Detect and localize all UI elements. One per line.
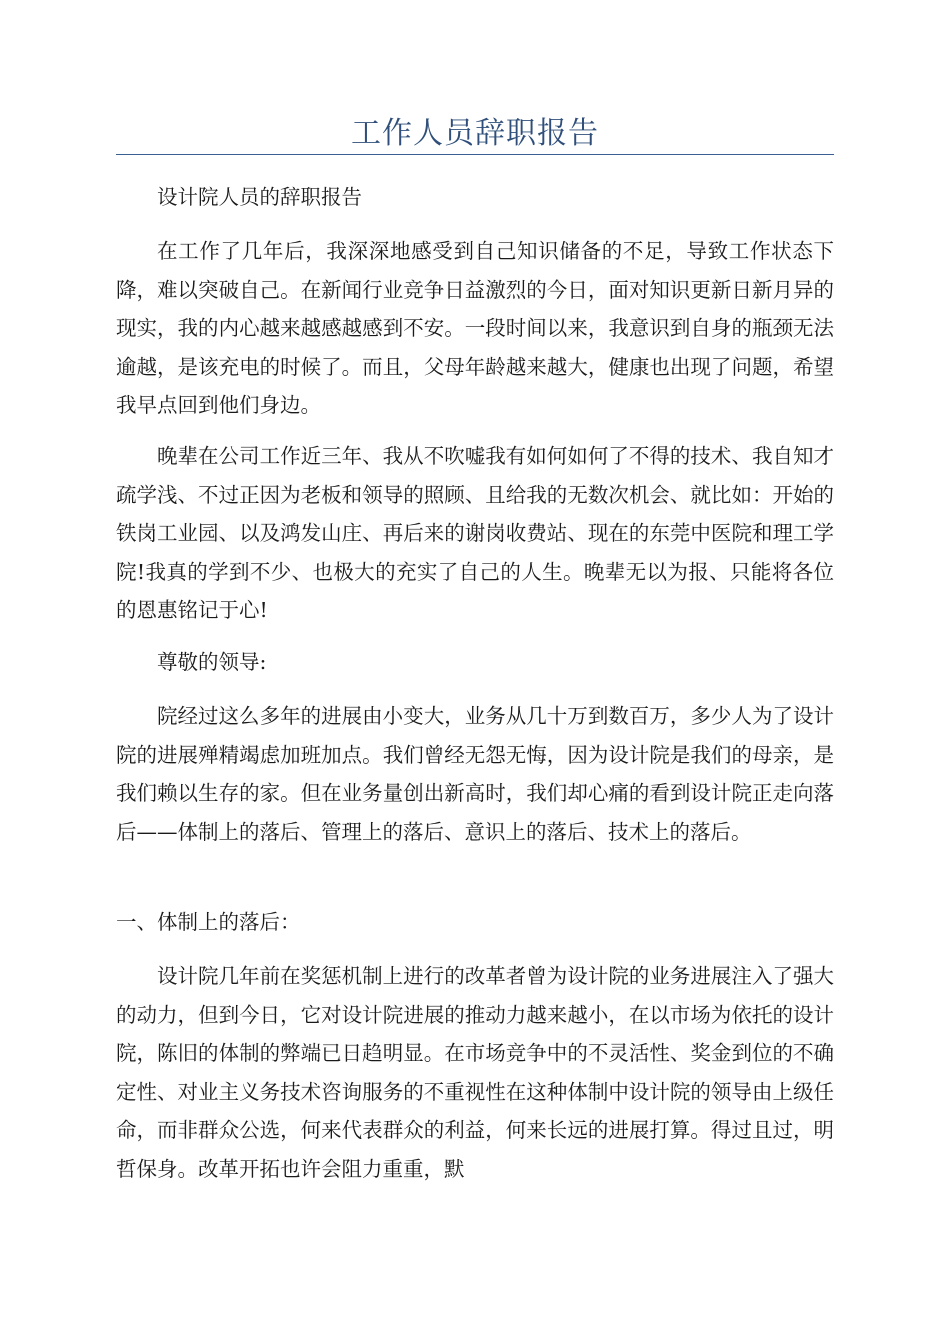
body-paragraph: 设计院几年前在奖惩机制上进行的改革者曾为设计院的业务进展注入了强大的动力，但到今日，它对设计院进展的推动力越来越小，在以市场为依托的设计院，陈旧的体制的弊端已日趋明显。在市场竞争中的不灵活性、奖金到位的不确定性、对业主义务技术咨询服务的不重视性在这种体制中设计院的领导由上级任命，而非群众公选，何来代表群众的利益，何来长远的进展打算。得过且过，明哲保身。改革开拓也许会阻力重重，默 — [116, 964, 834, 1181]
document-title: 工作人员辞职报告 — [351, 116, 599, 151]
body-paragraph: 院经过这么多年的进展由小变大，业务从几十万到数百万，多少人为了设计院的进展殚精竭虑加班加点。我们曾经无怨无悔，因为设计院是我们的母亲，是我们赖以生存的家。但在业务量创出新高时，我们却心痛的看到设计院正走向落后——体制上的落后、管理上的落后、意识上的落后、技术上的落后。 — [116, 704, 834, 844]
body-paragraph: 在工作了几年后，我深深地感受到自己知识储备的不足，导致工作状态下降，难以突破自己。在新闻行业竞争日益激烈的今日，面对知识更新日新月异的现实，我的内心越来越感越感到不安。一段时间以来，我意识到自身的瓶颈无法逾越，是该充电的时候了。而且，父母年龄越来越大，健康也出现了问题，希望我早点回到他们身边。 — [116, 239, 834, 417]
salutation-paragraph: 尊敬的领导: — [157, 650, 267, 674]
title-underline — [116, 154, 834, 155]
body-paragraph: 晚辈在公司工作近三年、我从不吹嘘我有如何如何了不得的技术、我自知才疏学浅、不过正因为老板和领导的照顾、且给我的无数次机会、就比如：开始的铁岗工业园、以及鸿发山庄、再后来的谢岗收费站、现在的东莞中医院和理工学院!我真的学到不少、也极大的充实了自己的人生。晚辈无以为报、只能将各位的恩惠铭记于心! — [116, 444, 834, 622]
subtitle-paragraph: 设计院人员的辞职报告 — [157, 185, 362, 209]
section-heading: 一、体制上的落后： — [116, 910, 301, 934]
